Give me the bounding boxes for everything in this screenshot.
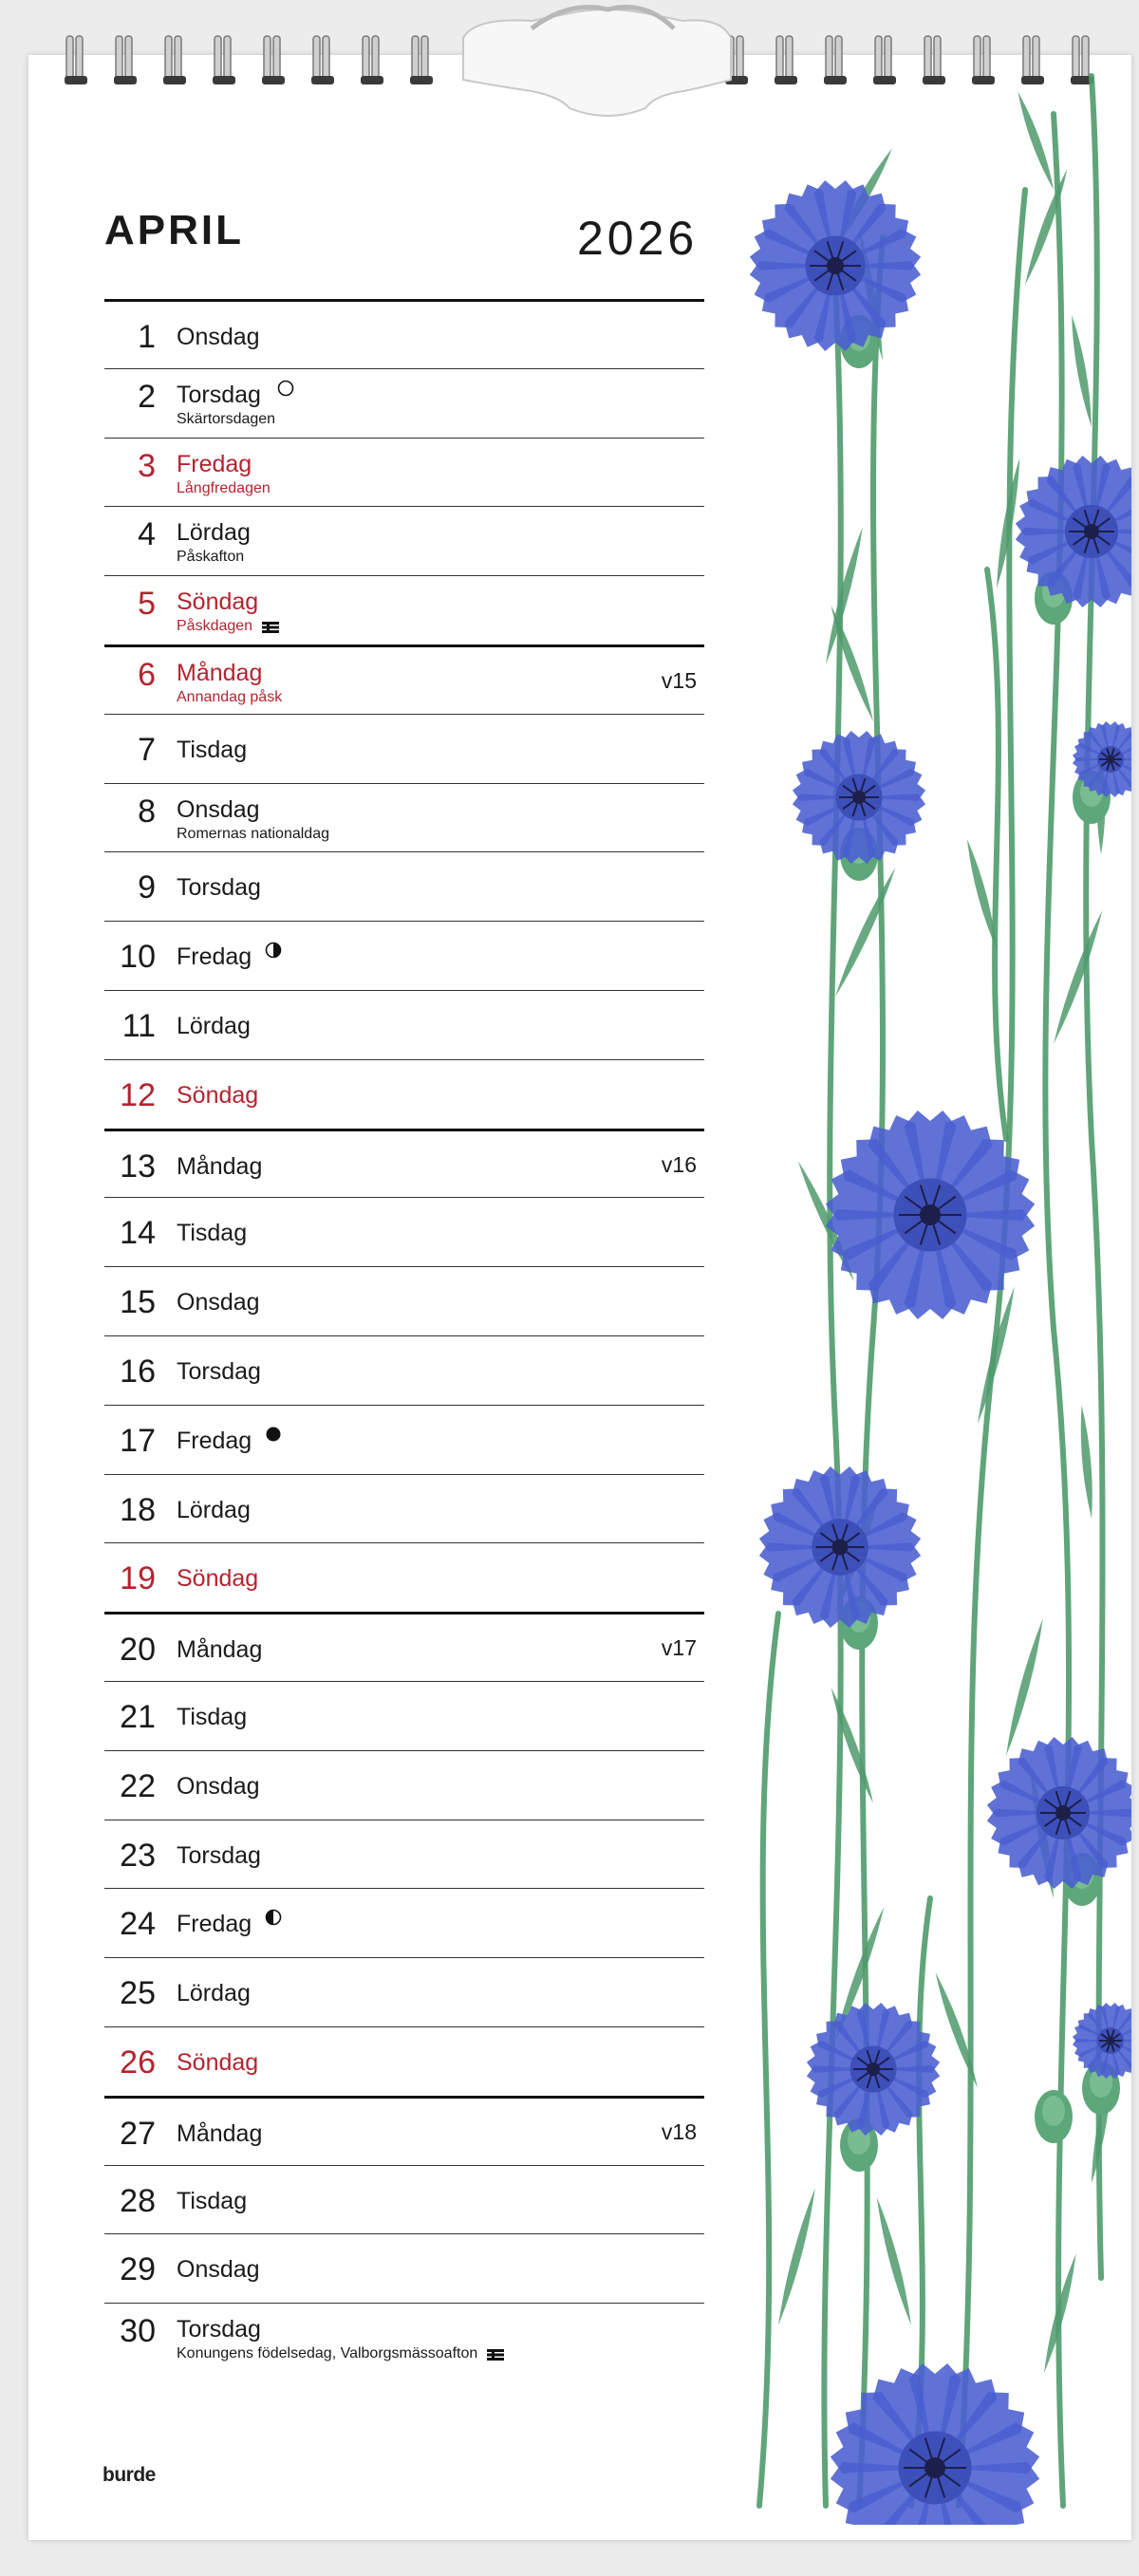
day-number: 26 — [120, 2044, 156, 2081]
day-row — [104, 438, 704, 507]
full-moon-outline-icon — [275, 378, 296, 399]
day-number: 29 — [120, 2251, 156, 2288]
day-number: 30 — [120, 2313, 156, 2350]
weekday-name: Söndag — [177, 2048, 259, 2076]
holiday-name — [177, 549, 244, 566]
holiday-label: Långfredagen — [177, 479, 271, 496]
day-row — [104, 1059, 704, 1129]
last-quarter-icon — [263, 940, 284, 961]
day-row — [104, 2165, 704, 2234]
day-row — [104, 1266, 704, 1335]
weekday-name: Söndag — [177, 588, 259, 616]
holiday-name — [177, 411, 275, 428]
weekday-name: Fredag — [177, 1911, 252, 1938]
day-number: 11 — [121, 1007, 156, 1044]
day-row — [104, 1129, 704, 1198]
month-title: APRIL — [104, 207, 244, 253]
day-number: 24 — [120, 1906, 156, 1943]
weekday-name: Tisdag — [177, 2187, 248, 2214]
day-number: 18 — [120, 1491, 156, 1528]
day-number: 17 — [120, 1422, 156, 1459]
weekday-name: Onsdag — [177, 324, 260, 350]
weekday-name: Torsdag — [177, 381, 261, 408]
day-number: 23 — [120, 1837, 156, 1874]
holiday-name — [177, 689, 282, 706]
weekday-name: Söndag — [177, 1565, 259, 1593]
day-number: 2 — [138, 378, 156, 415]
year-title: 2026 — [577, 212, 699, 265]
day-row — [104, 783, 704, 852]
day-row — [104, 1820, 704, 1889]
day-number: 5 — [138, 586, 156, 623]
weekday-name: Onsdag — [177, 1772, 260, 1800]
day-list — [104, 299, 704, 2372]
weekday-name: Lördag — [177, 519, 251, 547]
weekday-name: Lördag — [177, 1496, 251, 1523]
day-number: 20 — [120, 1632, 156, 1669]
holiday-name — [177, 618, 279, 635]
day-row — [104, 1888, 704, 1957]
day-number: 13 — [120, 1148, 156, 1185]
weekday-name: Fredag — [177, 1427, 252, 1454]
week-number: v16 — [661, 1151, 697, 1177]
day-row — [104, 990, 704, 1059]
holiday-label: Konungens födelsedag, Valborgsmässoafton — [177, 2345, 478, 2362]
day-row — [104, 1197, 704, 1266]
holiday-label: Påskdagen — [177, 618, 253, 635]
day-number: 14 — [120, 1215, 156, 1252]
day-number: 6 — [138, 656, 156, 693]
day-row — [104, 506, 704, 575]
day-row — [104, 2096, 704, 2165]
weekday-name: Fredag — [177, 943, 252, 971]
day-number: 12 — [120, 1076, 156, 1113]
day-number: 4 — [138, 516, 156, 553]
day-number: 10 — [120, 939, 156, 976]
holiday-name — [177, 826, 329, 843]
weekday-name: Söndag — [177, 1081, 259, 1109]
day-row — [104, 1681, 704, 1750]
flag-day-icon — [262, 621, 279, 632]
day-number: 16 — [120, 1353, 156, 1390]
week-number: v15 — [661, 667, 697, 693]
day-row — [104, 575, 704, 644]
weekday-name: Måndag — [177, 1152, 263, 1180]
weekday-name: Fredag — [177, 450, 252, 477]
holiday-name — [177, 2345, 504, 2362]
day-number: 19 — [120, 1560, 156, 1597]
day-number: 9 — [138, 869, 156, 906]
weekday-name: Torsdag — [177, 1841, 261, 1869]
holiday-label: Skärtorsdagen — [177, 410, 276, 427]
weekday-name: Måndag — [177, 1636, 263, 1664]
weekday-name: Lördag — [177, 1980, 251, 2007]
weekday-name: Tisdag — [177, 1220, 248, 1247]
day-row — [104, 2233, 704, 2303]
day-number: 28 — [120, 2182, 156, 2219]
weekday-name: Onsdag — [177, 2256, 260, 2284]
day-row — [104, 1957, 704, 2026]
weekday-name: Tisdag — [177, 736, 248, 763]
weekday-name: Torsdag — [177, 1357, 261, 1385]
flag-day-icon — [487, 2348, 504, 2360]
day-number: 8 — [138, 793, 156, 830]
day-row — [104, 921, 704, 990]
weekday-name: Torsdag — [177, 2316, 261, 2343]
weekday-name: Lördag — [177, 1012, 251, 1039]
day-row — [104, 368, 704, 438]
day-row — [104, 644, 704, 714]
day-row — [104, 299, 704, 368]
day-number: 3 — [138, 447, 156, 484]
day-row — [104, 2026, 704, 2096]
weekday-name: Torsdag — [177, 874, 261, 902]
week-number: v17 — [661, 1635, 697, 1661]
day-number: 22 — [120, 1767, 156, 1804]
day-number: 21 — [120, 1698, 156, 1735]
weekday-name: Måndag — [177, 659, 263, 686]
day-row — [104, 714, 704, 783]
first-quarter-icon — [263, 1907, 284, 1928]
week-number: v18 — [661, 2119, 697, 2144]
cornflower-illustration — [702, 57, 1131, 2525]
day-number: 1 — [138, 319, 156, 355]
weekday-name: Tisdag — [177, 1703, 248, 1730]
day-row — [104, 1542, 704, 1612]
holiday-label: Romernas nationaldag — [177, 825, 329, 842]
day-row — [104, 851, 704, 921]
day-row — [104, 1335, 704, 1405]
new-moon-icon — [263, 1424, 284, 1445]
day-row — [104, 2303, 704, 2372]
holiday-name — [177, 480, 271, 497]
day-row — [104, 1474, 704, 1543]
day-number: 7 — [138, 731, 156, 768]
holiday-label: Påskafton — [177, 549, 245, 566]
day-row — [104, 1405, 704, 1474]
holiday-label: Annandag påsk — [177, 688, 283, 705]
day-number: 25 — [120, 1975, 156, 2012]
day-number: 27 — [120, 2115, 156, 2152]
day-row — [104, 1612, 704, 1681]
weekday-name: Måndag — [177, 2119, 263, 2147]
weekday-name: Onsdag — [177, 1289, 260, 1316]
day-row — [104, 1750, 704, 1820]
day-number: 15 — [120, 1284, 156, 1321]
weekday-name: Onsdag — [177, 795, 260, 823]
brand-logo: burde — [103, 2464, 156, 2486]
